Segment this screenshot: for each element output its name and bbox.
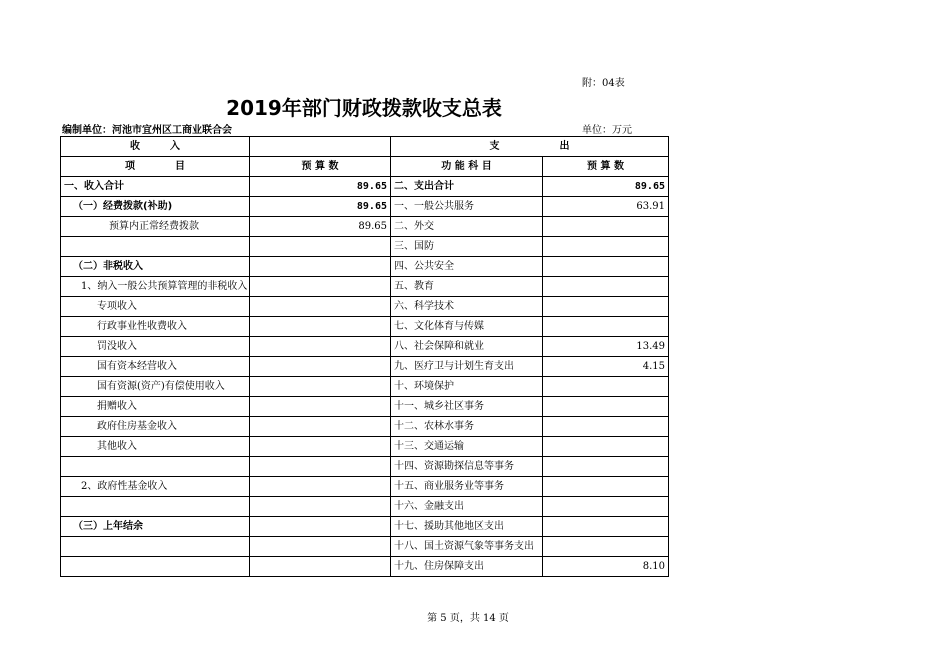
income-item [61, 497, 250, 517]
expense-value [543, 497, 669, 517]
org-unit: 编制单位：河池市宜州区工商业联合会 [62, 125, 232, 136]
income-item: 捐赠收入 [61, 397, 250, 417]
income-item [61, 557, 250, 577]
table-row [61, 237, 669, 257]
expense-item: 十一、城乡社区事务 [391, 397, 543, 417]
expense-value [543, 237, 669, 257]
expense-value [543, 477, 669, 497]
expense-item: 十七、援助其他地区支出 [391, 517, 543, 537]
table-row [61, 537, 669, 557]
table-row [61, 437, 669, 457]
income-item: （二）非税收入 [61, 257, 250, 277]
expense-value [543, 257, 669, 277]
expense-value [543, 297, 669, 317]
income-value [250, 557, 391, 577]
expense-item: 十五、商业服务业等事务 [391, 477, 543, 497]
table-row [61, 417, 669, 437]
expense-value [543, 277, 669, 297]
header-row-1 [61, 137, 669, 157]
income-value [250, 277, 391, 297]
income-item: 预算内正常经费拨款 [61, 217, 250, 237]
income-item: 一、收入合计 [61, 177, 250, 197]
income-value: 89.65 [250, 177, 391, 197]
table-row [61, 457, 669, 477]
income-item [61, 537, 250, 557]
income-value [250, 497, 391, 517]
income-value: 89.65 [250, 217, 391, 237]
expense-value [543, 317, 669, 337]
income-item: 政府住房基金收入 [61, 417, 250, 437]
income-value [250, 457, 391, 477]
income-item: 国有资源(资产)有偿使用收入 [61, 377, 250, 397]
expense-value [543, 437, 669, 457]
income-header: 收 入 [61, 137, 250, 157]
expense-item: 十六、金融支出 [391, 497, 543, 517]
table-row [61, 177, 669, 197]
income-value: 89.65 [250, 197, 391, 217]
header-blank [250, 137, 391, 157]
expense-value: 89.65 [543, 177, 669, 197]
income-item: 2、政府性基金收入 [61, 477, 250, 497]
income-item: 国有资本经营收入 [61, 357, 250, 377]
income-item: （三）上年结余 [61, 517, 250, 537]
income-value [250, 417, 391, 437]
table-row [61, 337, 669, 357]
expense-item: 九、医疗卫与计划生育支出 [391, 357, 543, 377]
table-row [61, 377, 669, 397]
expense-item: 三、国防 [391, 237, 543, 257]
expense-value: 63.91 [543, 197, 669, 217]
table-row [61, 317, 669, 337]
expense-value: 4.15 [543, 357, 669, 377]
income-value [250, 477, 391, 497]
income-value [250, 297, 391, 317]
expense-value [543, 397, 669, 417]
table-row [61, 517, 669, 537]
col-item-header: 项 目 [61, 157, 250, 177]
expense-item: 二、外交 [391, 217, 543, 237]
expense-header: 支 出 [391, 137, 669, 157]
table-row [61, 297, 669, 317]
expense-item: 十三、交通运输 [391, 437, 543, 457]
expense-value [543, 417, 669, 437]
income-value [250, 377, 391, 397]
income-value [250, 537, 391, 557]
expense-item: 五、教育 [391, 277, 543, 297]
income-item: （一）经费拨款(补助) [61, 197, 250, 217]
header-row-2 [61, 157, 669, 177]
page-title: 2019年部门财政拨款收支总表 [226, 96, 502, 120]
col-budget-header: 预 算 数 [250, 157, 391, 177]
expense-item: 十、环境保护 [391, 377, 543, 397]
income-value [250, 317, 391, 337]
expense-value [543, 517, 669, 537]
expense-value [543, 537, 669, 557]
table-row [61, 217, 669, 237]
income-item: 行政事业性收费收入 [61, 317, 250, 337]
page-number: 第 5 页，共 14 页 [427, 613, 509, 624]
expense-item: 十九、住房保障支出 [391, 557, 543, 577]
expense-item: 二、支出合计 [391, 177, 543, 197]
expense-item: 四、公共安全 [391, 257, 543, 277]
attachment-label: 附：04表 [582, 78, 625, 89]
expense-item: 七、文化体育与传媒 [391, 317, 543, 337]
table-row [61, 197, 669, 217]
table-row [61, 477, 669, 497]
expense-item: 十二、农林水事务 [391, 417, 543, 437]
income-item [61, 237, 250, 257]
col-func-header: 功 能 科 目 [391, 157, 543, 177]
income-item [61, 457, 250, 477]
expense-item: 六、科学技术 [391, 297, 543, 317]
expense-value: 8.10 [543, 557, 669, 577]
expense-item: 八、社会保障和就业 [391, 337, 543, 357]
income-value [250, 397, 391, 417]
expense-value [543, 457, 669, 477]
income-item: 专项收入 [61, 297, 250, 317]
table-row [61, 397, 669, 417]
income-value [250, 337, 391, 357]
income-value [250, 237, 391, 257]
budget-table [60, 136, 669, 577]
col-budget2-header: 预 算 数 [543, 157, 669, 177]
expense-value: 13.49 [543, 337, 669, 357]
table-row [61, 257, 669, 277]
expense-item: 一、一般公共服务 [391, 197, 543, 217]
income-value [250, 257, 391, 277]
income-value [250, 357, 391, 377]
currency-unit: 单位：万元 [582, 125, 632, 136]
expense-value [543, 377, 669, 397]
table-row [61, 357, 669, 377]
income-item: 其他收入 [61, 437, 250, 457]
income-value [250, 517, 391, 537]
table-row [61, 497, 669, 517]
income-item: 1、纳入一般公共预算管理的非税收入 [61, 277, 250, 297]
table-row [61, 277, 669, 297]
income-item: 罚没收入 [61, 337, 250, 357]
income-value [250, 437, 391, 457]
table-row [61, 557, 669, 577]
expense-item: 十四、资源勘探信息等事务 [391, 457, 543, 477]
expense-value [543, 217, 669, 237]
expense-item: 十八、国土资源气象等事务支出 [391, 537, 543, 557]
